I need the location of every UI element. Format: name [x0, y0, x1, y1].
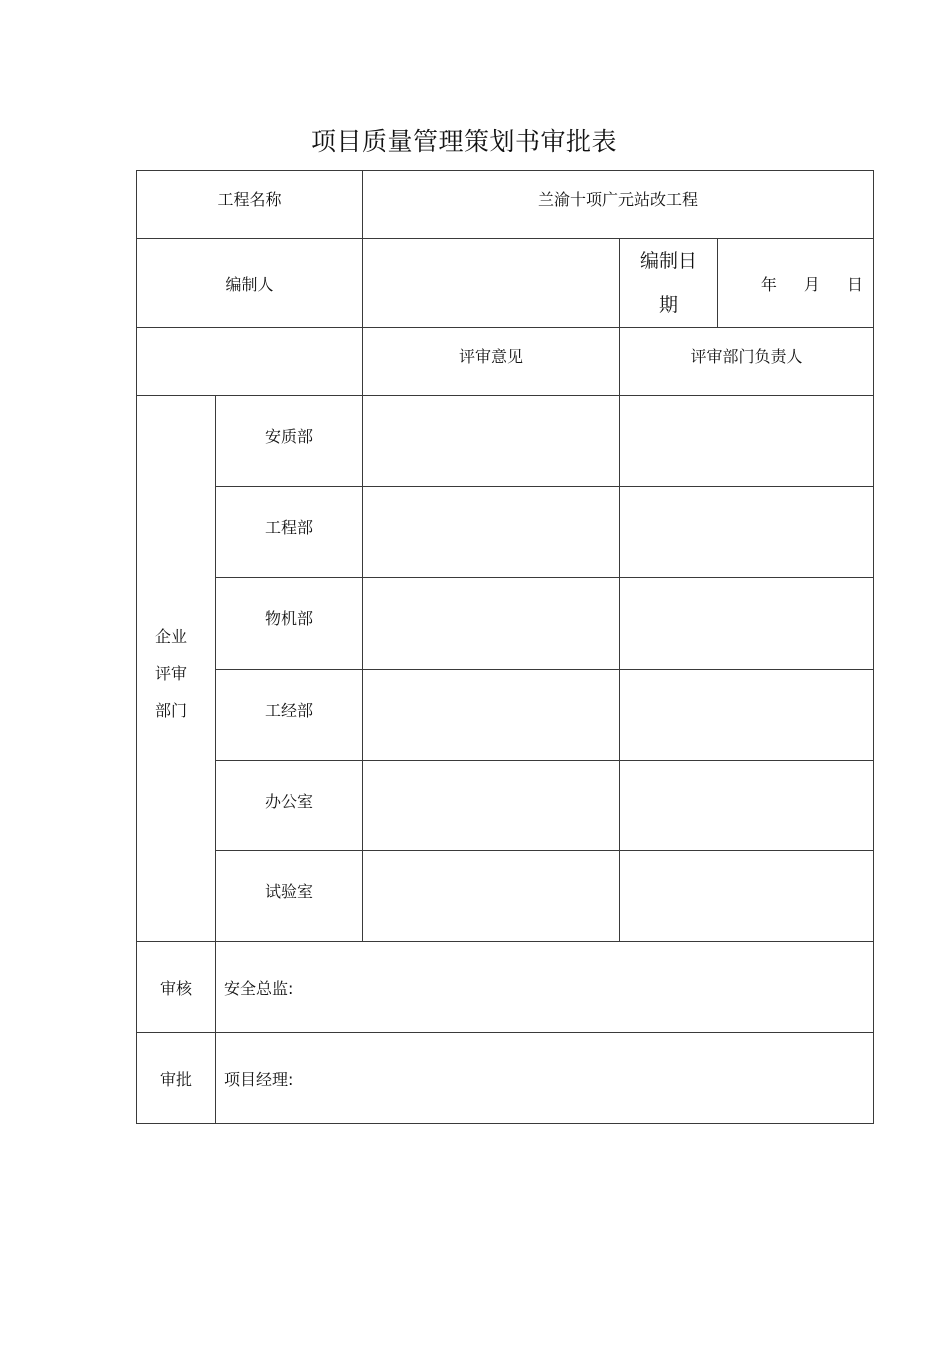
review-head-field[interactable]	[620, 851, 874, 942]
compiler-field[interactable]	[363, 239, 620, 328]
compiler-label: 编制人	[137, 239, 363, 328]
review-head-field[interactable]	[620, 487, 874, 578]
review-head-field[interactable]	[620, 396, 874, 487]
dept-name: 物机部	[216, 578, 363, 670]
group-label-line2: 评审	[155, 664, 188, 683]
dept-name: 安质部	[216, 396, 363, 487]
review-head-field[interactable]	[620, 761, 874, 851]
form-title: 项目质量管理策划书审批表	[310, 127, 617, 156]
compiler-row	[137, 239, 874, 328]
audit-row	[137, 942, 874, 1033]
dept-row	[137, 578, 874, 670]
review-head-field[interactable]	[620, 578, 874, 670]
dept-name: 工经部	[216, 670, 363, 761]
compile-date-label-line1: 编制日	[640, 250, 698, 272]
blank-header-cell	[137, 328, 363, 396]
compile-date-field[interactable]: 年 月 日	[718, 239, 874, 328]
group-label-line1: 企业	[155, 627, 188, 646]
review-opinion-field[interactable]	[363, 761, 620, 851]
review-head-header: 评审部门负责人	[620, 328, 874, 396]
dept-row	[137, 670, 874, 761]
project-name-value: 兰渝十项广元站改工程	[363, 171, 874, 239]
dept-row	[137, 851, 874, 942]
project-name-row	[137, 171, 874, 239]
review-opinion-field[interactable]	[363, 851, 620, 942]
compile-date-label-line2: 期	[659, 294, 679, 316]
compile-date-label	[620, 239, 718, 328]
group-label-line3: 部门	[155, 701, 188, 720]
approve-row	[137, 1033, 874, 1124]
audit-signer-field[interactable]: 安全总监:	[216, 942, 874, 1033]
project-name-label: 工程名称	[137, 171, 363, 239]
review-opinion-field[interactable]	[363, 670, 620, 761]
dept-row	[137, 396, 874, 487]
review-head-field[interactable]	[620, 670, 874, 761]
approve-signer-field[interactable]: 项目经理:	[216, 1033, 874, 1124]
review-opinion-field[interactable]	[363, 487, 620, 578]
enterprise-review-dept-label	[137, 396, 216, 942]
dept-row	[137, 761, 874, 851]
dept-name: 办公室	[216, 761, 363, 851]
review-opinion-field[interactable]	[363, 396, 620, 487]
review-opinion-header: 评审意见	[363, 328, 620, 396]
audit-label: 审核	[137, 942, 216, 1033]
review-header-row	[137, 328, 874, 396]
review-opinion-field[interactable]	[363, 578, 620, 670]
approval-table	[136, 170, 874, 1124]
dept-name: 试验室	[216, 851, 363, 942]
dept-name: 工程部	[216, 487, 363, 578]
dept-row	[137, 487, 874, 578]
approve-label: 审批	[137, 1033, 216, 1124]
